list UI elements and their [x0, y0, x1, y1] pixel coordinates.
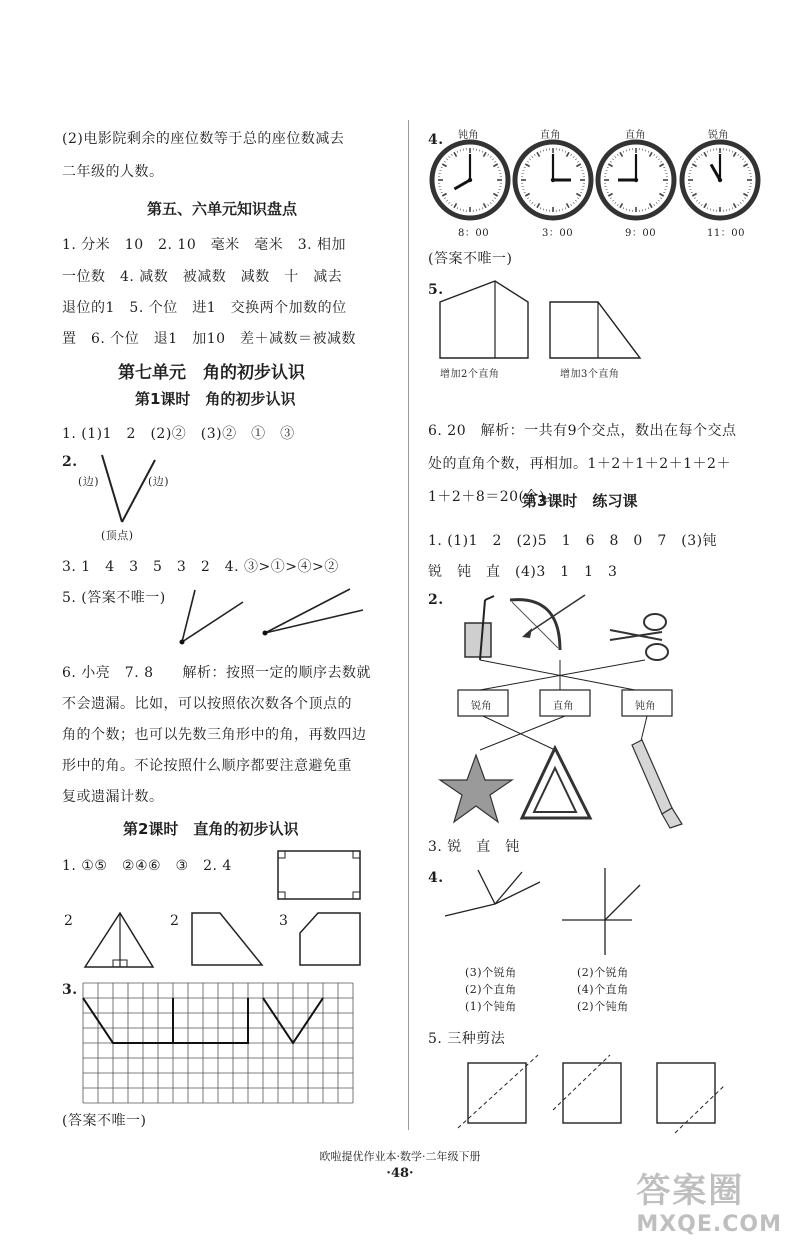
watermark-url: MXQE.COM — [636, 1212, 782, 1237]
answer-line: 1. (1)1 2 (2)② (3)② ① ③ — [62, 426, 295, 442]
answer-line: 3. 1 4 3 5 3 2 4. ③>①>④>② — [62, 559, 339, 575]
match-box-label: 直角 — [553, 701, 574, 712]
clock-time: 3：00 — [542, 228, 574, 239]
footer-book-title: 欧啦提优作业本·数学·二年级下册 — [319, 1150, 481, 1163]
answer-line: 1. 分米 10 2. 10 毫米 毫米 3. 相加 — [62, 237, 347, 253]
answer-line: 置 6. 个位 退1 加10 差＋减数＝被减数 — [62, 331, 357, 347]
shape-caption: 增加3个直角 — [560, 369, 620, 380]
count-label: (2)个钝角 — [577, 1000, 629, 1013]
answer-line: 1. (1)1 2 (2)5 1 6 8 0 7 (3)钝 — [428, 533, 718, 549]
count-label: (2)个锐角 — [577, 966, 629, 979]
answer-line: 5. (答案不唯一) — [62, 590, 166, 606]
count-label: (3)个锐角 — [465, 966, 517, 979]
question-number: 3. — [62, 982, 78, 998]
clock-label: 锐角 — [708, 130, 729, 141]
angle-count: 2 — [170, 913, 180, 929]
column-divider — [408, 120, 409, 1130]
question-number: 2. — [428, 592, 444, 608]
intro-line: 二年级的人数。 — [62, 164, 164, 180]
answer-line: 退位的1 5. 个位 进1 交换两个加数的位 — [62, 300, 347, 316]
watermark-text: 答案圈 — [636, 1171, 745, 1211]
watermark-logo — [636, 1163, 782, 1237]
count-label: (4)个直角 — [577, 983, 629, 996]
answer-line: 处的直角个数，再相加。1＋2＋1＋2＋1＋2＋ — [428, 456, 731, 472]
unit-title: 第七单元 角的初步认识 — [118, 363, 305, 383]
answer-line: 1＋2＋8＝20(个)。 — [428, 489, 560, 505]
match-box-label: 钝角 — [635, 701, 656, 712]
square-grid — [0, 0, 400, 1110]
answer-line: 1. ①⑤ ②④⑥ ③ 2. 4 — [62, 858, 232, 874]
drawn-right-angle — [173, 998, 248, 1043]
question-number: 5. — [428, 282, 444, 298]
answer-line: 6. 20 解析：一共有9个交点，数出在每个交点 — [428, 423, 737, 439]
question-number: 4. — [428, 870, 444, 886]
side-label: (边) — [78, 475, 100, 488]
clock-time: 11：00 — [707, 228, 745, 239]
clock-label: 直角 — [540, 130, 561, 141]
clock-time: 9：00 — [625, 228, 657, 239]
answer-line: 角的个数；也可以先数三角形中的角，再数四边 — [62, 727, 367, 743]
answer-line: 复或遗漏计数。 — [62, 789, 164, 805]
clock-time: 8：00 — [458, 228, 490, 239]
question-number: 4. — [428, 132, 444, 148]
answer-line: 5. 三种剪法 — [428, 1031, 506, 1047]
count-label: (1)个钝角 — [465, 1000, 517, 1013]
answer-note: (答案不唯一) — [428, 251, 513, 267]
intro-line: (2)电影院剩余的座位数等于总的座位数减去 — [62, 131, 345, 147]
clock-label: 钝角 — [458, 130, 479, 141]
section-title: 第五、六单元知识盘点 — [147, 200, 298, 218]
lesson-title: 第3课时 练习课 — [522, 492, 638, 510]
answer-line: 6. 小亮 7. 8 解析：按照一定的顺序去数就 — [62, 665, 372, 681]
question-number: 2. — [62, 454, 78, 470]
answer-line: 锐 钝 直 (4)3 1 1 3 — [428, 564, 618, 580]
answer-line: 一位数 4. 减数 被减数 减数 十 减去 — [62, 269, 343, 285]
shape-caption: 增加2个直角 — [440, 369, 500, 380]
angle-count: 2 — [64, 913, 74, 929]
page-number: ·48· — [386, 1166, 414, 1181]
answer-line: 3. 锐 直 钝 — [428, 839, 520, 855]
answer-note: (答案不唯一) — [62, 1113, 147, 1129]
count-label: (2)个直角 — [465, 983, 517, 996]
lesson-title: 第1课时 角的初步认识 — [135, 390, 296, 408]
answer-line: 形中的角。不论按照什么顺序都要注意避免重 — [62, 758, 352, 774]
cut-squares — [410, 0, 800, 1130]
vertex-label: (顶点) — [101, 529, 134, 542]
answer-line: 不会遗漏。比如，可以按照依次数各个顶点的 — [62, 696, 352, 712]
side-label: (边) — [148, 475, 170, 488]
match-box-label: 锐角 — [471, 701, 492, 712]
clock-label: 直角 — [625, 130, 646, 141]
lesson-title: 第2课时 直角的初步认识 — [123, 820, 299, 838]
angle-count: 3 — [279, 913, 289, 929]
